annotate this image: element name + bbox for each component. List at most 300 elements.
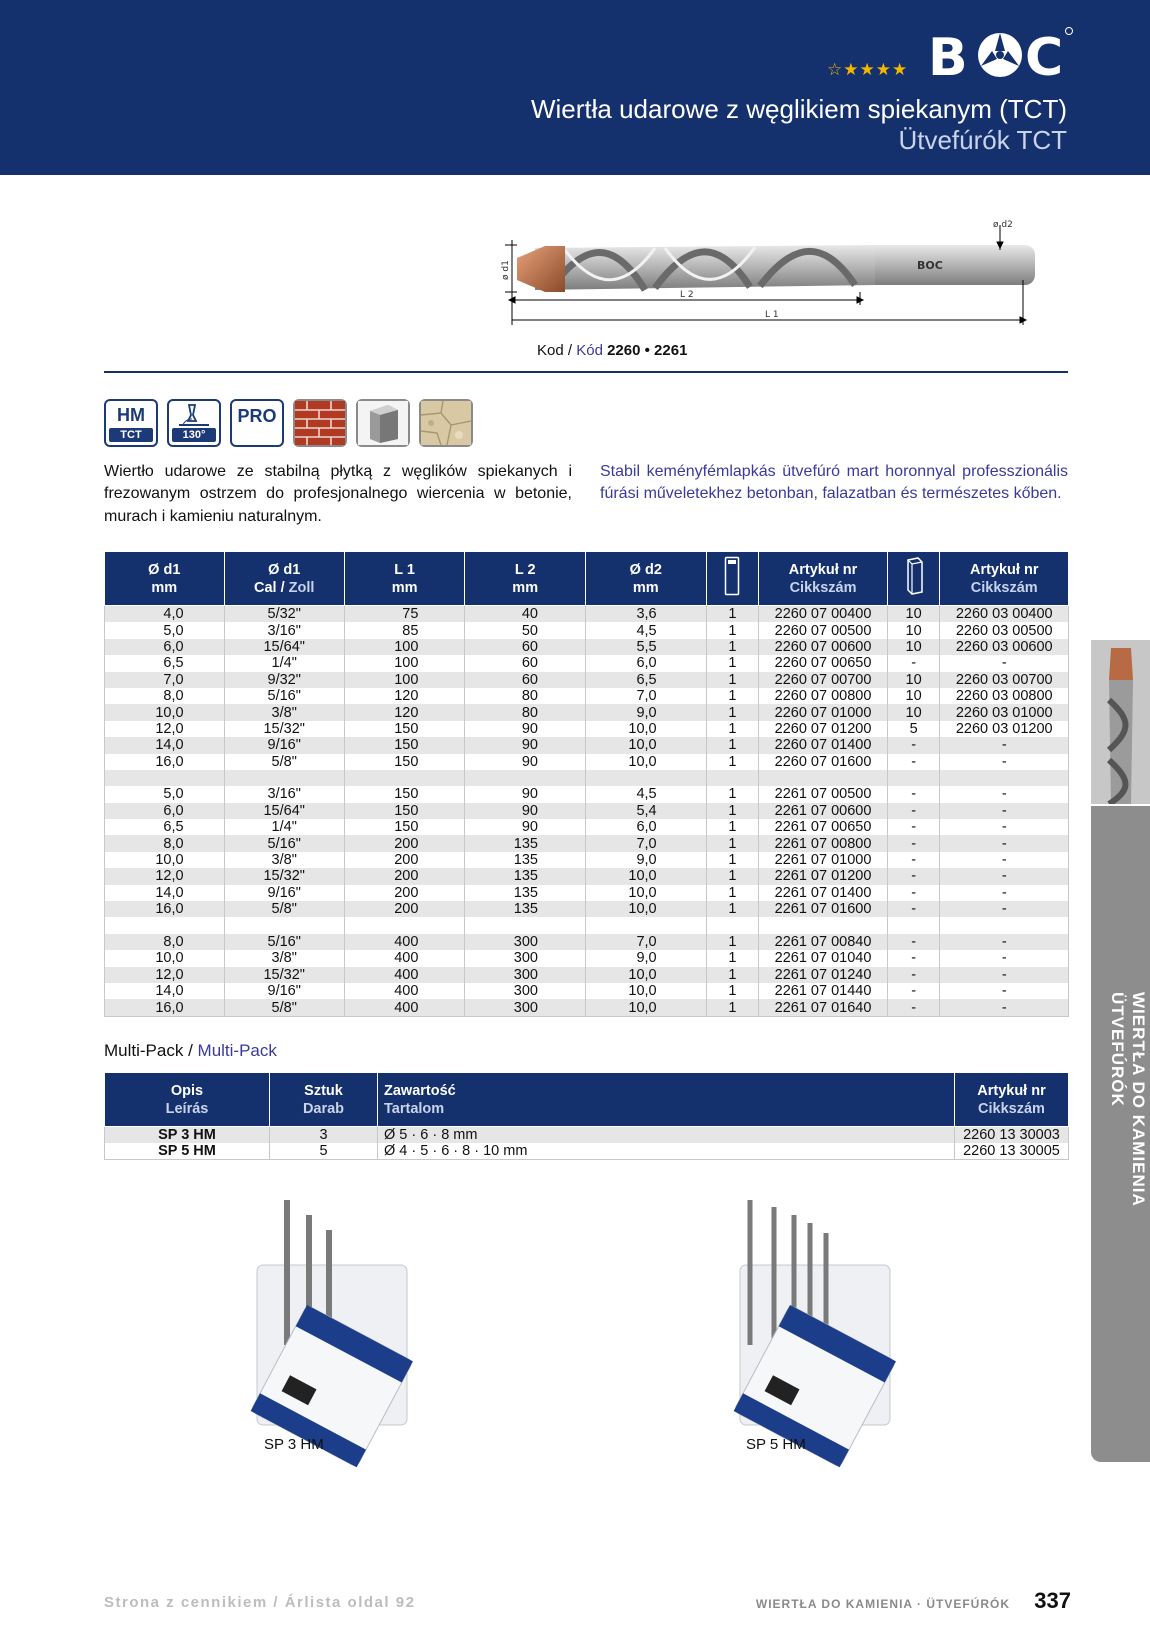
table-cell: 9,0 — [585, 852, 706, 868]
table-cell: - — [940, 901, 1069, 917]
table-cell: 2261 07 01040 — [759, 950, 887, 966]
multipack-cell: SP 3 HM — [105, 1127, 270, 1144]
pro-badge: PRO — [230, 399, 284, 447]
table-cell: 1 — [706, 803, 759, 819]
table-cell: 200 — [344, 885, 465, 901]
table-cell: 1 — [706, 967, 759, 983]
table-row — [105, 868, 1069, 884]
table-cell: 10,0 — [585, 721, 706, 737]
table-cell: 1 — [706, 934, 759, 950]
table-cell — [224, 917, 344, 933]
boc-logo — [928, 27, 1073, 88]
product-codes — [537, 342, 687, 359]
kod-values: 2260 • 2261 — [607, 342, 688, 359]
table-row — [105, 803, 1069, 819]
table-cell: 1 — [706, 868, 759, 884]
table-cell: 2261 07 00650 — [759, 819, 887, 835]
label-l2: L 2 — [680, 290, 694, 300]
table-cell — [585, 917, 706, 933]
title-hu: Ütvefúrók TCT — [898, 125, 1067, 155]
table-cell: - — [887, 868, 940, 884]
table-cell: 150 — [344, 786, 465, 802]
col-opis: Opis Leírás — [105, 1073, 270, 1127]
table-cell: 2260 03 01200 — [940, 721, 1069, 737]
table-cell: 90 — [465, 819, 586, 835]
table-cell: - — [887, 967, 940, 983]
table-cell: - — [940, 803, 1069, 819]
table-cell: 3,6 — [585, 606, 706, 623]
table-cell: 50 — [465, 622, 586, 638]
concrete-block-icon — [356, 399, 410, 447]
table-cell: - — [887, 885, 940, 901]
table-cell: 300 — [465, 934, 586, 950]
table-cell: 100 — [344, 639, 465, 655]
description-pl: Wiertło udarowe ze stabilną płytką z węglików spiekanych i frezowanym ostrzem do profesjonalnego wiercenia w betonie, murach i kamieniu naturalnym. — [104, 463, 572, 525]
col-article-box: Artykuł nr Cikkszám — [940, 552, 1069, 606]
sp3-pack-image — [247, 1195, 447, 1435]
page-number: 337 — [1034, 1588, 1071, 1613]
table-cell: 10,0 — [105, 704, 225, 720]
table-cell: - — [940, 885, 1069, 901]
table-cell: 2261 07 01240 — [759, 967, 887, 983]
table-cell — [585, 770, 706, 786]
multipack-header-row — [105, 1073, 1069, 1127]
table-cell — [887, 770, 940, 786]
col-sztuk: Sztuk Darab — [270, 1073, 378, 1127]
table-cell: 1 — [706, 688, 759, 704]
table-cell: 3/8" — [224, 950, 344, 966]
table-row — [105, 852, 1069, 868]
table-cell: 200 — [344, 835, 465, 851]
table-cell: 200 — [344, 852, 465, 868]
multipack-title: Multi-Pack / Multi-Pack — [104, 1041, 277, 1060]
table-cell: - — [940, 983, 1069, 999]
table-cell: 1 — [706, 983, 759, 999]
table-cell: 40 — [465, 606, 586, 623]
table-header-row — [105, 552, 1069, 606]
table-cell: - — [887, 803, 940, 819]
table-row — [105, 885, 1069, 901]
table-cell: 90 — [465, 721, 586, 737]
table-cell: 2260 03 00800 — [940, 688, 1069, 704]
kod-sep: / — [563, 342, 577, 359]
table-cell: 8,0 — [105, 835, 225, 851]
kod-label-pl: Kod — [537, 342, 564, 359]
table-cell — [344, 770, 465, 786]
table-row — [105, 737, 1069, 753]
table-cell: 100 — [344, 655, 465, 671]
table-cell: 400 — [344, 999, 465, 1016]
table-cell: 2260 07 00650 — [759, 655, 887, 671]
col-l1: L 1 mm — [344, 552, 465, 606]
table-cell: 2260 03 00500 — [940, 622, 1069, 638]
table-cell: 135 — [465, 835, 586, 851]
table-cell: - — [940, 754, 1069, 770]
table-cell: 9,0 — [585, 950, 706, 966]
description-hu: Stabil keményfémlapkás ütvefúró mart horonnyal professzionális fúrási műveletekhez betonban, falazatban és természetes kőben. — [600, 463, 1068, 503]
kod-label-hu: Kód — [576, 342, 603, 359]
table-cell: 12,0 — [105, 721, 225, 737]
table-cell: 6,5 — [105, 655, 225, 671]
col-d1-mm: Ø d1 mm — [105, 552, 225, 606]
table-cell: 3/8" — [224, 852, 344, 868]
table-cell: 4,5 — [585, 622, 706, 638]
table-cell: 2260 07 01200 — [759, 721, 887, 737]
table-cell: 2261 07 01400 — [759, 885, 887, 901]
label-l1: L 1 — [765, 310, 779, 320]
table-cell: 10,0 — [105, 852, 225, 868]
table-cell: 10 — [887, 606, 940, 623]
table-cell: 1 — [706, 754, 759, 770]
brick-material-icon — [293, 399, 347, 447]
table-cell: 16,0 — [105, 754, 225, 770]
table-row — [105, 639, 1069, 655]
table-cell: 9/32" — [224, 672, 344, 688]
specification-table — [104, 551, 1069, 1017]
table-cell: 10,0 — [585, 737, 706, 753]
table-cell: 2261 07 00600 — [759, 803, 887, 819]
drill-angle-icon — [169, 401, 219, 429]
table-cell: 300 — [465, 999, 586, 1016]
svg-text:C: C — [1025, 28, 1064, 88]
table-cell: 7,0 — [585, 934, 706, 950]
angle-130-badge: 130° — [167, 399, 221, 447]
table-cell: 2260 07 00700 — [759, 672, 887, 688]
table-cell: 400 — [344, 983, 465, 999]
table-cell: 10,0 — [105, 950, 225, 966]
table-cell: 400 — [344, 967, 465, 983]
table-cell — [759, 917, 887, 933]
table-cell: 150 — [344, 721, 465, 737]
table-cell: 60 — [465, 639, 586, 655]
table-row — [105, 606, 1069, 623]
table-cell: 15/32" — [224, 721, 344, 737]
table-row — [105, 704, 1069, 720]
table-cell: 1 — [706, 852, 759, 868]
table-cell: 12,0 — [105, 967, 225, 983]
col-article-mp: Artykuł nr Cikkszám — [955, 1073, 1069, 1127]
multipack-cell: 3 — [270, 1127, 378, 1144]
svg-text:B: B — [928, 28, 968, 88]
table-cell — [940, 770, 1069, 786]
table-cell: 15/32" — [224, 868, 344, 884]
rating-stars: ☆★★★★ — [827, 60, 909, 79]
table-row — [105, 917, 1069, 933]
table-cell: 300 — [465, 950, 586, 966]
table-cell — [465, 917, 586, 933]
table-cell: 2260 03 00700 — [940, 672, 1069, 688]
table-cell: 8,0 — [105, 934, 225, 950]
table-cell: 10,0 — [585, 868, 706, 884]
sp5-pack-image — [730, 1195, 930, 1435]
table-cell: 1/4" — [224, 819, 344, 835]
table-cell — [465, 770, 586, 786]
table-cell: - — [940, 967, 1069, 983]
table-cell: 4,0 — [105, 606, 225, 623]
table-cell — [706, 917, 759, 933]
table-cell: 7,0 — [105, 672, 225, 688]
table-cell: - — [887, 737, 940, 753]
table-cell: - — [940, 950, 1069, 966]
table-cell: 90 — [465, 786, 586, 802]
table-cell — [759, 770, 887, 786]
hm-tct-badge: HM TCT — [104, 399, 158, 447]
table-cell: 2261 07 01640 — [759, 999, 887, 1016]
table-cell: 2260 07 00600 — [759, 639, 887, 655]
multipack-cell: 5 — [270, 1143, 378, 1160]
table-cell: 2261 07 01200 — [759, 868, 887, 884]
multipack-row — [105, 1143, 1069, 1160]
table-cell: - — [940, 737, 1069, 753]
table-cell: 5/8" — [224, 901, 344, 917]
table-cell: 1 — [706, 704, 759, 720]
table-cell: 80 — [465, 704, 586, 720]
col-d1-inch: Ø d1 Cal / Zoll — [224, 552, 344, 606]
table-cell: - — [887, 901, 940, 917]
table-cell: 10 — [887, 672, 940, 688]
table-cell: 1 — [706, 786, 759, 802]
table-cell: 9/16" — [224, 885, 344, 901]
table-cell: 150 — [344, 819, 465, 835]
table-cell: 5,0 — [105, 786, 225, 802]
table-cell: 120 — [344, 688, 465, 704]
drill-logo: BOC — [917, 259, 943, 272]
table-cell: 10 — [887, 622, 940, 638]
table-cell: 5,4 — [585, 803, 706, 819]
table-row — [105, 934, 1069, 950]
table-cell: - — [887, 786, 940, 802]
section-tab-label: WIERTŁA DO KAMIENIA ÜTVEFÚRÓK — [1108, 992, 1148, 1207]
table-cell — [105, 770, 225, 786]
table-cell: 5/16" — [224, 934, 344, 950]
table-cell — [887, 917, 940, 933]
table-cell: 10 — [887, 639, 940, 655]
table-cell: - — [940, 852, 1069, 868]
table-cell: 5,5 — [585, 639, 706, 655]
table-cell: 2261 07 01000 — [759, 852, 887, 868]
table-cell: - — [940, 999, 1069, 1016]
table-cell: 1 — [706, 737, 759, 753]
table-cell: - — [940, 835, 1069, 851]
table-cell: 9,0 — [585, 704, 706, 720]
page-header — [0, 0, 1150, 175]
table-cell: 9/16" — [224, 737, 344, 753]
table-cell: 14,0 — [105, 737, 225, 753]
table-cell: 85 — [344, 622, 465, 638]
sp5-caption: SP 5 HM — [746, 1436, 806, 1453]
table-cell: 1 — [706, 606, 759, 623]
table-cell: 2260 07 00500 — [759, 622, 887, 638]
table-cell: 10 — [887, 688, 940, 704]
table-cell: 2260 03 01000 — [940, 704, 1069, 720]
table-cell: 15/32" — [224, 967, 344, 983]
table-cell: 150 — [344, 803, 465, 819]
table-cell: 5/8" — [224, 999, 344, 1016]
table-cell: 150 — [344, 737, 465, 753]
table-row — [105, 688, 1069, 704]
table-cell: - — [887, 835, 940, 851]
table-cell: 2261 07 01440 — [759, 983, 887, 999]
table-cell: 3/16" — [224, 786, 344, 802]
table-cell: 10,0 — [585, 983, 706, 999]
table-row — [105, 770, 1069, 786]
multipack-row — [105, 1127, 1069, 1144]
table-cell: 60 — [465, 672, 586, 688]
table-cell: 12,0 — [105, 868, 225, 884]
table-cell: 2260 07 01600 — [759, 754, 887, 770]
table-row — [105, 721, 1069, 737]
table-cell — [105, 917, 225, 933]
table-cell — [344, 917, 465, 933]
col-d2: Ø d2 mm — [585, 552, 706, 606]
table-cell: 7,0 — [585, 688, 706, 704]
table-cell: 1/4" — [224, 655, 344, 671]
table-cell: 2260 07 01400 — [759, 737, 887, 753]
table-cell: 14,0 — [105, 885, 225, 901]
table-cell: 200 — [344, 868, 465, 884]
table-cell: 90 — [465, 754, 586, 770]
table-cell: 2261 07 00800 — [759, 835, 887, 851]
table-cell: 5/32" — [224, 606, 344, 623]
table-cell: 1 — [706, 721, 759, 737]
tab-drill-image — [1091, 640, 1150, 804]
table-cell: 2260 03 00400 — [940, 606, 1069, 623]
table-cell: - — [887, 754, 940, 770]
table-cell: 300 — [465, 967, 586, 983]
table-cell: - — [940, 819, 1069, 835]
table-cell: - — [887, 655, 940, 671]
table-cell: 200 — [344, 901, 465, 917]
table-cell — [224, 770, 344, 786]
table-cell: 10,0 — [585, 885, 706, 901]
table-cell: 1 — [706, 885, 759, 901]
table-cell: 14,0 — [105, 983, 225, 999]
box-pack-icon — [904, 556, 924, 596]
section-divider — [104, 371, 1068, 373]
multipack-table — [104, 1072, 1069, 1160]
table-cell: 3/16" — [224, 622, 344, 638]
table-cell: 15/64" — [224, 639, 344, 655]
table-cell: 135 — [465, 885, 586, 901]
table-cell: 2260 07 01000 — [759, 704, 887, 720]
table-cell: 100 — [344, 672, 465, 688]
table-row — [105, 983, 1069, 999]
table-cell: 2260 07 00400 — [759, 606, 887, 623]
table-cell: 1 — [706, 901, 759, 917]
col-zawartosc: Zawartość Tartalom — [378, 1073, 955, 1127]
table-cell: - — [940, 655, 1069, 671]
table-cell: 6,0 — [105, 639, 225, 655]
table-cell: 10,0 — [585, 967, 706, 983]
drill-dimension-diagram — [501, 220, 1070, 340]
table-cell: 135 — [465, 852, 586, 868]
table-cell: - — [887, 819, 940, 835]
col-article-single: Artykuł nr Cikkszám — [759, 552, 887, 606]
table-cell — [940, 917, 1069, 933]
table-cell: 400 — [344, 934, 465, 950]
multipack-cell: 2260 13 30005 — [955, 1143, 1069, 1160]
table-cell: - — [887, 852, 940, 868]
table-cell: 1 — [706, 999, 759, 1016]
table-cell: 90 — [465, 737, 586, 753]
table-cell: 1 — [706, 835, 759, 851]
table-cell: 75 — [344, 606, 465, 623]
table-row — [105, 786, 1069, 802]
table-cell: 10,0 — [585, 901, 706, 917]
table-cell: 6,0 — [105, 803, 225, 819]
table-cell: 2261 07 00500 — [759, 786, 887, 802]
sp3-caption: SP 3 HM — [264, 1436, 324, 1453]
single-pack-icon — [724, 556, 740, 596]
table-cell: 90 — [465, 803, 586, 819]
table-row — [105, 754, 1069, 770]
table-row — [105, 622, 1069, 638]
table-cell: 5/16" — [224, 688, 344, 704]
table-cell: 2261 07 01600 — [759, 901, 887, 917]
table-cell: 8,0 — [105, 688, 225, 704]
table-cell: 7,0 — [585, 835, 706, 851]
table-cell: 60 — [465, 655, 586, 671]
table-cell — [706, 770, 759, 786]
footer-section: WIERTŁA DO KAMIENIA · ÜTVEFÚRÓK — [755, 1597, 1010, 1611]
table-cell: 1 — [706, 950, 759, 966]
table-cell: - — [940, 934, 1069, 950]
natural-stone-icon — [419, 399, 473, 447]
table-cell: 6,5 — [105, 819, 225, 835]
table-cell: 80 — [465, 688, 586, 704]
table-cell: 5/16" — [224, 835, 344, 851]
table-cell: 1 — [706, 655, 759, 671]
table-cell: 1 — [706, 639, 759, 655]
table-cell: 16,0 — [105, 999, 225, 1016]
table-cell: 1 — [706, 672, 759, 688]
table-cell: 6,0 — [585, 655, 706, 671]
table-row — [105, 835, 1069, 851]
table-cell: 6,5 — [585, 672, 706, 688]
multipack-cell: 2260 13 30003 — [955, 1127, 1069, 1144]
table-cell: 2260 03 00600 — [940, 639, 1069, 655]
table-cell: 135 — [465, 868, 586, 884]
multipack-cell: Ø 5 · 6 · 8 mm — [378, 1127, 955, 1144]
table-cell: 16,0 — [105, 901, 225, 917]
table-cell: 9/16" — [224, 983, 344, 999]
table-cell: 5/8" — [224, 754, 344, 770]
table-cell: - — [940, 868, 1069, 884]
label-d2: ø d2 — [993, 220, 1013, 230]
table-cell: - — [887, 999, 940, 1016]
col-l2: L 2 mm — [465, 552, 586, 606]
table-cell: 10,0 — [585, 754, 706, 770]
table-cell: 5 — [887, 721, 940, 737]
table-row — [105, 950, 1069, 966]
table-cell: 120 — [344, 704, 465, 720]
table-cell: 15/64" — [224, 803, 344, 819]
table-cell: 10,0 — [585, 999, 706, 1016]
table-cell: - — [887, 934, 940, 950]
table-cell: 300 — [465, 983, 586, 999]
table-row — [105, 999, 1069, 1016]
multipack-cell: Ø 4 · 5 · 6 · 8 · 10 mm — [378, 1143, 955, 1160]
table-row — [105, 967, 1069, 983]
table-cell: 1 — [706, 622, 759, 638]
table-row — [105, 655, 1069, 671]
table-cell: 1 — [706, 819, 759, 835]
table-cell: 5,0 — [105, 622, 225, 638]
table-cell: 150 — [344, 754, 465, 770]
table-cell: - — [887, 950, 940, 966]
table-cell: - — [940, 786, 1069, 802]
table-cell: 3/8" — [224, 704, 344, 720]
